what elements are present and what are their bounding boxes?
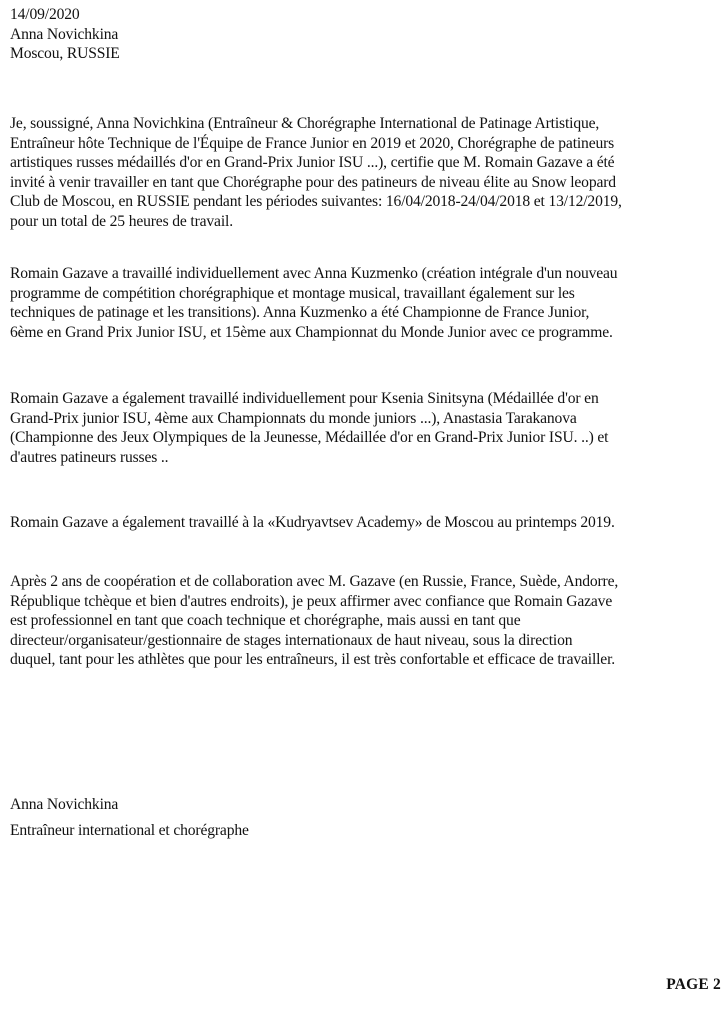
text-line: Je, soussigné, Anna Novichkina (Entraîneur & Chorégraphe International de Patinage Artistique, bbox=[10, 115, 600, 132]
text-line: République tchèque et bien d'autres endroits), je peux affirmer avec confiance que Romain Gazave bbox=[10, 592, 613, 610]
paragraph-academy bbox=[10, 513, 722, 533]
text-line: techniques de patinage et les transitions). Anna Kuzmenko a été Championne de France Junior, bbox=[10, 304, 590, 322]
text-line: pour un total de 25 heures de travail. bbox=[10, 212, 233, 230]
text-line: Entraîneur hôte Technique de l'Équipe de France Junior en 2019 et 2020, Chorégraphe de patineurs bbox=[10, 134, 615, 152]
text-line: est professionnel en tant que coach technique et chorégraphe, mais aussi en tant que bbox=[10, 612, 521, 630]
sender-name: Anna Novichkina bbox=[10, 25, 119, 43]
sender-location: Moscou, RUSSIE bbox=[10, 45, 120, 63]
text-line: Grand-Prix junior ISU, 4ème aux Championnats du monde juniors ...), Anastasia Tarakanova bbox=[10, 409, 577, 427]
text-line: Après 2 ans de coopération et de collaboration avec M. Gazave (en Russie, France, Suède, Andorre, bbox=[10, 573, 619, 590]
text-line: directeur/organisateur/gestionnaire de stages internationaux de haut niveau, sous la direction bbox=[10, 631, 573, 649]
paragraph-other-skaters bbox=[10, 389, 722, 467]
text-line: invité à venir travailler en tant que Chorégraphe pour des patineurs de niveau élite au Snow leopard bbox=[10, 173, 616, 191]
paragraph-kuzmenko bbox=[10, 264, 722, 342]
text-line: 6ème en Grand Prix Junior ISU, et 15ème aux Championnat du Monde Junior avec ce programme. bbox=[10, 323, 613, 341]
paragraph-conclusion bbox=[10, 572, 722, 670]
signature-name: Anna Novichkina bbox=[10, 796, 119, 813]
text-line: Romain Gazave a également travaillé à la «Kudryavtsev Academy» de Moscou au printemps 2019. bbox=[10, 514, 615, 531]
text-line: (Championne des Jeux Olympiques de la Jeunesse, Médaillée d'or en Grand-Prix Junior ISU. ..) et bbox=[10, 429, 609, 447]
letter-header bbox=[10, 5, 722, 64]
text-line: d'autres patineurs russes .. bbox=[10, 448, 169, 466]
text-line: Romain Gazave a également travaillé individuellement pour Ksenia Sinitsyna (Médaillée d'or en bbox=[10, 390, 599, 407]
paragraph-certification bbox=[10, 114, 722, 232]
signature-title: Entraîneur international et chorégraphe bbox=[10, 822, 249, 839]
text-line: Romain Gazave a travaillé individuellement avec Anna Kuzmenko (création intégrale d'un nouveau bbox=[10, 265, 618, 282]
letter-date: 14/09/2020 bbox=[10, 6, 80, 23]
page-number: PAGE 2 bbox=[666, 976, 721, 993]
text-line: duquel, tant pour les athlètes que pour les entraîneurs, il est très confortable et efficace de travailler. bbox=[10, 651, 616, 669]
text-line: Club de Moscou, en RUSSIE pendant les périodes suivantes: 16/04/2018-24/04/2018 et 13/12/2019, bbox=[10, 193, 622, 211]
text-line: programme de compétition chorégraphique et montage musical, travaillant également sur les bbox=[10, 284, 575, 302]
text-line: artistiques russes médaillés d'or en Grand-Prix Junior ISU ...), certifie que M. Romain Gazave a été bbox=[10, 154, 615, 172]
